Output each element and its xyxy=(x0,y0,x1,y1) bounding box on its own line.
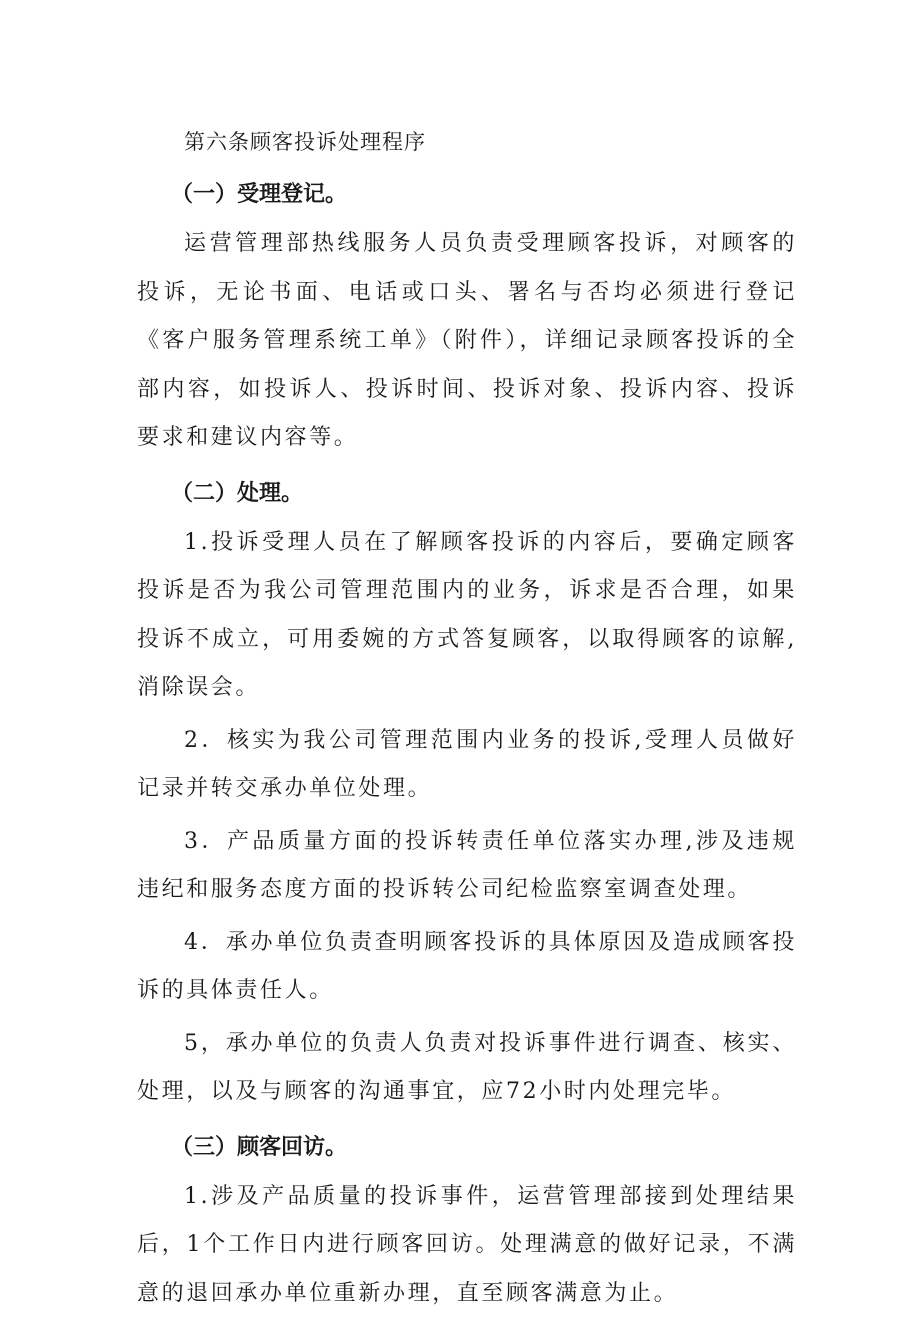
section-heading-acceptance: （一）受理登记。 xyxy=(137,168,797,220)
section-heading-follow-up: （三）顾客回访。 xyxy=(137,1121,797,1173)
article-title: 第六条顾客投诉处理程序 xyxy=(137,116,797,168)
paragraph-acceptance: 运营管理部热线服务人员负责受理顾客投诉，对顾客的投诉，无论书面、电话或口头、署名与否均必须进行登记《客户服务管理系统工单》（附件），详细记录顾客投诉的全部内容，如投诉人、投诉时间、投诉对象、投诉内容、投诉要求和建议内容等。 xyxy=(137,220,797,463)
follow-up-item-1: 1.涉及产品质量的投诉事件，运营管理部接到处理结果后，1个工作日内进行顾客回访。处理满意的做好记录，不满意的退回承办单位重新办理，直至顾客满意为止。 xyxy=(137,1173,797,1318)
section-heading-handling: （二）处理。 xyxy=(137,467,797,519)
document-page xyxy=(137,116,797,1318)
handling-item-4: 4．承办单位负责查明顾客投诉的具体原因及造成顾客投诉的具体责任人。 xyxy=(137,919,797,1016)
handling-item-1: 1.投诉受理人员在了解顾客投诉的内容后，要确定顾客投诉是否为我公司管理范围内的业务，诉求是否合理，如果投诉不成立，可用委婉的方式答复顾客，以取得顾客的谅解,消除误会。 xyxy=(137,519,797,713)
handling-item-5: 5，承办单位的负责人负责对投诉事件进行调查、核实、处理，以及与顾客的沟通事宜，应72小时内处理完毕。 xyxy=(137,1020,797,1117)
handling-item-3: 3．产品质量方面的投诉转责任单位落实办理,涉及违规违纪和服务态度方面的投诉转公司纪检监察室调查处理。 xyxy=(137,818,797,915)
handling-item-2: 2．核实为我公司管理范围内业务的投诉,受理人员做好记录并转交承办单位处理。 xyxy=(137,717,797,814)
